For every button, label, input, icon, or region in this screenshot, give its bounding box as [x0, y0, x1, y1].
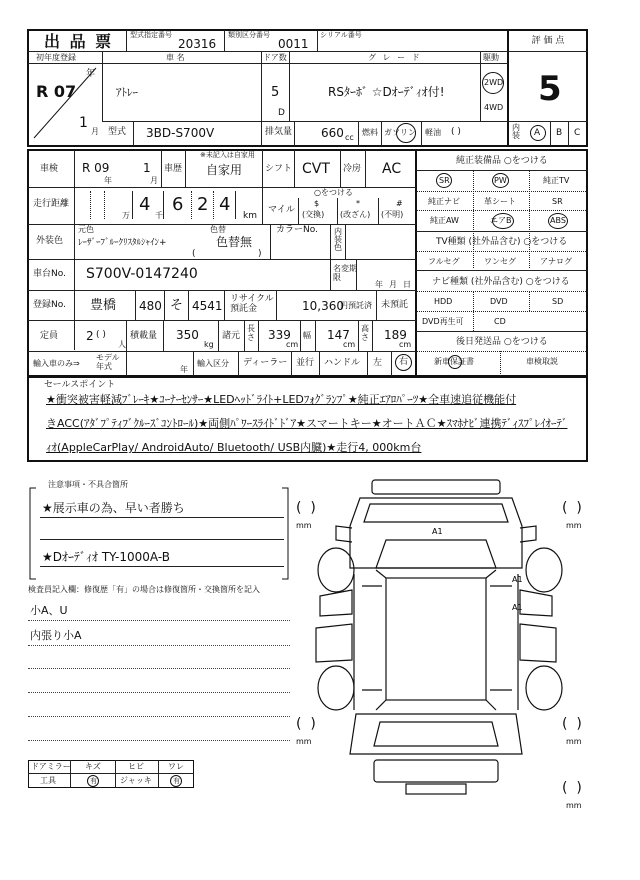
displacement-label: 排気量	[265, 127, 293, 137]
navi1-a: HDD	[434, 297, 453, 306]
interior-color-label: 内装色	[334, 227, 342, 252]
width-value: 147	[327, 328, 350, 342]
color-orig-label: 元色	[78, 225, 94, 234]
inspection-month-unit: 月	[150, 176, 158, 185]
doors-label: ドア数	[263, 53, 287, 62]
displacement-unit: cc	[345, 133, 354, 142]
reg-class: 480	[139, 299, 162, 313]
tire-spare-mm: mm	[566, 801, 582, 810]
chassis-value: S700V-0147240	[86, 266, 198, 282]
color-orig: ﾚｰｻﾞｰﾌﾞﾙｰｸﾘｽﾀﾙｼｬｲﾝ+	[78, 238, 167, 248]
fuel-diesel: 軽油	[425, 128, 441, 137]
history-note: ※未記入は自家用	[200, 151, 255, 159]
mileage-digit-3: 2	[197, 194, 209, 215]
navi1-b: DVD	[490, 297, 508, 306]
capacity-unit: 人	[118, 340, 126, 349]
notes-bracket	[28, 484, 290, 584]
tire-rr-bracket: ( )	[562, 716, 582, 732]
equip-r3-a: 純正AW	[430, 216, 459, 225]
recycle-label: リサイクル預託金	[230, 294, 274, 315]
fuel-gas: ガソリン	[384, 128, 416, 137]
fuel-paren: ( )	[451, 127, 461, 137]
equip-r3-b: エアB	[490, 216, 512, 225]
dims-label: 諸元	[222, 331, 241, 341]
height-label: 高さ	[361, 324, 369, 342]
inspector-entry-1: 小A、U	[30, 604, 68, 617]
model-label: 型式	[108, 127, 127, 137]
interior-b: B	[556, 128, 563, 138]
mile-exchange: (交換)	[302, 210, 325, 219]
recycle-value: 10,360	[302, 299, 344, 313]
tire-rl-mm: mm	[296, 737, 312, 746]
type-designation-label: 型式指定番号	[130, 31, 172, 39]
door-suffix: D	[278, 108, 285, 118]
model-year-label: モデル年式	[96, 353, 120, 371]
recycle-unpaid: 未預託	[381, 300, 409, 310]
cooler-value: AC	[382, 161, 402, 177]
handle-label: ハンドル	[324, 358, 361, 368]
import-dealer: ディーラー	[243, 358, 288, 368]
displacement-value: 660	[321, 126, 344, 140]
load-unit: kg	[204, 340, 214, 349]
inspection-label: 車検	[40, 164, 59, 174]
mile-tamper: (改ざん)	[340, 210, 371, 219]
later-title: 後日発送品 ○をつける	[456, 337, 548, 347]
model-value: 3BD-S700V	[146, 126, 215, 140]
notes-line-1: ★展示車の為、早い者勝ち	[42, 501, 185, 515]
equip-title: 純正装備品 ○をつける	[456, 156, 548, 166]
category-label: 類別区分番号	[228, 31, 270, 39]
mileage-km: km	[243, 211, 257, 221]
reg-area: 豊橋	[90, 298, 117, 313]
grade-value: RSﾀｰﾎﾞ ☆Dｵｰﾃﾞｨｵ付!	[328, 85, 445, 99]
tv-c: アナログ	[540, 257, 572, 266]
capacity-paren: ( )	[96, 330, 106, 340]
mileage-man: 万	[122, 211, 130, 220]
length-label: 長さ	[247, 324, 255, 342]
mile-star: *	[356, 199, 360, 208]
handle-right: 右	[399, 357, 409, 367]
damage-mark-side-2: A1	[512, 603, 523, 612]
legend-r3: ジャッキ	[120, 776, 152, 785]
legend-h1: ドアミラー	[31, 762, 71, 771]
first-reg-month: 1	[79, 115, 88, 131]
mileage-digit-1: 4	[139, 194, 151, 215]
legend-h3: ヒビ	[128, 762, 144, 771]
first-reg-year: R 07	[36, 82, 77, 101]
history-value: 自家用	[206, 163, 243, 177]
mileage-digit-4: 4	[219, 194, 231, 215]
tire-rr-mm: mm	[566, 737, 582, 746]
equip-r1-b: PW	[494, 176, 507, 185]
height-cm: cm	[399, 340, 412, 349]
reg-label: 登録No.	[33, 300, 66, 310]
doors-value: 5	[271, 85, 280, 100]
navi1-c: SD	[552, 297, 564, 306]
car-diagram	[290, 478, 590, 808]
name-change-month: 月	[389, 280, 397, 289]
mile-hash: #	[396, 199, 403, 208]
mile-circle-note: ○をつける	[314, 188, 353, 197]
import-parallel: 並行	[296, 358, 315, 368]
mile-dollar: $	[314, 199, 320, 208]
color-label: 外装色	[36, 236, 64, 246]
reg-kana: そ	[170, 298, 184, 313]
tire-fl-mm: mm	[296, 521, 312, 530]
sales-line-1: ★衝突被害軽減ﾌﾞﾚｰｷ★ｺｰﾅｰｾﾝｻｰ★LEDﾍｯﾄﾞﾗｲﾄ+LEDﾌｫｸﾞﾗﾝﾌﾟ★純正ｴｱﾛﾊﾟｰﾂ★全車速追従機能付	[46, 393, 517, 406]
drive-4wd: 4WD	[484, 103, 504, 112]
height-value: 189	[384, 328, 407, 342]
grade-label: グ レ ー ド	[368, 53, 422, 62]
color-swap: 色替無	[216, 235, 253, 249]
mile-label: マイル	[268, 205, 295, 215]
shift-label: シフト	[265, 164, 293, 174]
legend-h4: ワレ	[168, 762, 184, 771]
mile-unknown: (不明)	[381, 210, 404, 219]
cooler-label: 冷房	[343, 164, 362, 174]
drive-2wd: 2WD	[484, 78, 504, 87]
rating-value: 5	[538, 69, 562, 109]
damage-mark-side-1: A1	[512, 575, 523, 584]
recycle-unit: 円預託済	[340, 301, 372, 310]
import-type-label: 輸入区分	[197, 359, 229, 368]
type-designation-no: 20316	[178, 37, 217, 51]
legend-r4: 有	[173, 777, 180, 785]
sheet-title: 出 品 票	[44, 32, 114, 51]
color-no-label: カラーNo.	[276, 225, 318, 235]
model-year-unit: 年	[180, 365, 188, 374]
equip-r1-a: SR	[439, 176, 450, 185]
legend-h2: キズ	[85, 762, 101, 771]
notes-label: 注意事項・不具合箇所	[48, 480, 128, 489]
sales-line-3: ｨｵ(AppleCarPlay/ AndroidAuto/ Bluetooth/ USB内臓)★走行4, 000km台	[46, 441, 422, 454]
load-value: 350	[176, 328, 199, 342]
navi2-b: CD	[494, 317, 506, 326]
history-label: 車歴	[164, 164, 183, 174]
length-value: 339	[268, 328, 291, 342]
name-change-label: 名変期限	[333, 264, 357, 282]
sales-label: セールスポイント	[44, 380, 116, 390]
later-b: 車検取説	[526, 357, 558, 366]
equip-r2-c: SR	[552, 197, 563, 206]
handle-left: 左	[373, 358, 383, 368]
tire-rl-bracket: ( )	[296, 716, 316, 732]
later-a: 新車保証書	[434, 357, 474, 366]
tv-title: TV種類 (社外品含む) ○をつける	[436, 237, 568, 247]
inspection-value: R 09	[82, 161, 110, 175]
load-label: 積載量	[130, 331, 158, 341]
interior-a: A	[534, 128, 541, 138]
inspector-label: 検査員記入欄：修復歴「有」の場合は修復箇所・交換箇所を記入	[28, 585, 260, 594]
reg-num: 4541	[192, 299, 223, 313]
tv-a: フルセグ	[428, 257, 460, 266]
mileage-sen: 千	[155, 211, 163, 220]
sales-line-2: きACC(ｱﾀﾞﾌﾟﾃｨﾌﾞｸﾙｰｽﾞｺﾝﾄﾛｰﾙ)★両側ﾊﾟﾜｰｽﾗｲﾄﾞﾄﾞｱ★スマートキー★オートＡＣ★ｽﾏﾎﾅﾋﾞ連携ﾃﾞｨｽﾌﾟﾚｲｵｰﾃﾞ	[46, 417, 568, 430]
equip-r1-c: 純正TV	[543, 176, 570, 185]
shift-value: CVT	[302, 161, 330, 177]
capacity-label: 定員	[40, 331, 59, 341]
damage-mark-front: A1	[432, 527, 443, 536]
legend-r2: 有	[90, 777, 97, 785]
interior-c: C	[574, 128, 581, 138]
category-no: 0011	[278, 37, 309, 51]
notes-line-2: ★Dｵｰﾃﾞｨｵ TY-1000A-B	[42, 550, 170, 564]
length-cm: cm	[286, 340, 299, 349]
equip-r3-c: ABS	[550, 216, 566, 225]
tire-spare-bracket: ( )	[562, 780, 582, 796]
first-reg-label: 初年度登録	[36, 53, 76, 62]
legend-r1: 工具	[40, 776, 56, 785]
mileage-label: 走行距離	[33, 199, 70, 209]
name-label: 車 名	[166, 53, 185, 62]
fuel-label: 燃料	[362, 128, 378, 137]
tv-b: ワンセグ	[484, 257, 516, 266]
interior-label: 内装	[512, 123, 520, 140]
first-reg-year-unit: 年	[86, 69, 96, 79]
serial-label: シリアル番号	[320, 31, 362, 39]
navi-title: ナビ種類 (社外品含む) ○をつける	[432, 277, 570, 287]
width-label: 幅	[303, 331, 311, 340]
navi2-a: DVD再生可	[422, 317, 464, 326]
color-swap-label: 色替	[210, 225, 226, 234]
vehicle-name: ｱﾄﾚｰ	[116, 86, 138, 99]
chassis-label: 車台No.	[33, 269, 66, 279]
inspector-entry-2: 内張り小A	[30, 629, 82, 642]
tire-fr-bracket: ( )	[562, 500, 582, 516]
width-cm: cm	[343, 340, 356, 349]
inspection-year-unit: 年	[104, 176, 112, 185]
capacity-value: 2	[86, 329, 94, 343]
name-change-day: 日	[403, 280, 411, 289]
rating-label: 評 価 点	[531, 36, 565, 46]
first-reg-month-unit: 月	[91, 127, 99, 136]
tire-fr-mm: mm	[566, 521, 582, 530]
mileage-digit-2: 6	[172, 194, 184, 215]
import-label: 輸入車のみ⇒	[33, 359, 80, 368]
equip-r2-b: 革シート	[484, 197, 516, 206]
name-change-year: 年	[375, 280, 383, 289]
drive-label: 駆動	[483, 53, 499, 62]
inspection-month: 1	[143, 161, 151, 175]
tire-fl-bracket: ( )	[296, 500, 316, 516]
equip-r2-a: 純正ナビ	[428, 197, 460, 206]
